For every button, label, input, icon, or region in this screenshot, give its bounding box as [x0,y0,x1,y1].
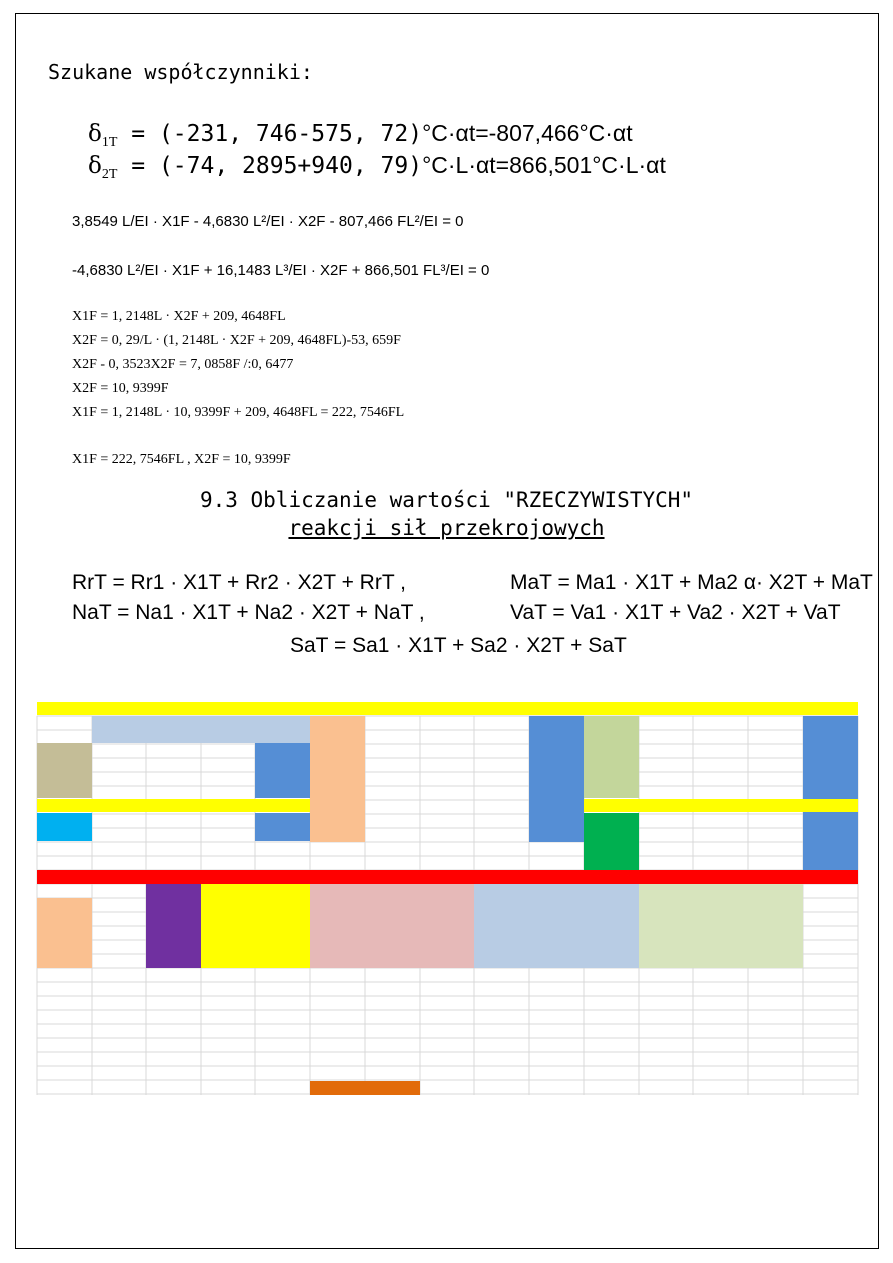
blue-block-2 [803,716,858,870]
formula-sa: SaT = Sa1 · X1T + Sa2 · X2T + SaT [290,634,627,657]
yellow-block [201,884,310,968]
equation-1: 3,8549 L/EI · X1F - 4,6830 L²/EI · X2F - 807,466 FL²/EI = 0 [72,213,464,230]
yellow-band-left [37,799,310,812]
blue-block-1 [529,716,584,842]
pale-green-block [639,884,803,968]
light-blue-block-2 [474,884,639,968]
peach-block-1 [310,716,365,842]
formula-ma: MaT = Ma1 · X1T + Ma2 α· X2T + MaT [510,571,873,594]
section-title-line1: 9.3 Obliczanie wartości "RZECZYWISTYCH" [199,488,694,512]
khaki-block [37,743,92,798]
solution-line-5: X1F = 1, 2148L · 10, 9399F + 209, 4648FL = 222, 7546FL [72,405,405,420]
blue-block-3 [255,743,310,798]
delta-1t-result: °C·αt=-807,466°C·αt [422,120,633,146]
delta-2t-result: °C·L·αt=866,501°C·L·αt [422,152,666,178]
solution-line-4: X2F = 10, 9399F [72,381,169,396]
heading: Szukane współczynniki: [48,60,313,84]
cyan-block [37,813,92,841]
light-blue-block [92,716,310,743]
blue-block-4 [255,813,310,841]
formula-rr: RrT = Rr1 · X1T + Rr2 · X2T + RrT , [72,571,406,594]
solution-line-2: X2F = 0, 29/L · (1, 2148L · X2F + 209, 4648FL)-53, 659F [72,333,401,348]
purple-block [146,884,201,968]
formula-va: VaT = Va1 · X1T + Va2 · X2T + VaT [510,601,841,624]
green-light-block [584,716,639,798]
pink-block [310,884,474,968]
green-block [584,813,639,870]
yellow-band-right [584,799,858,812]
section-title-line2: reakcji sił przekrojowych [288,516,605,540]
delta-1t-line: $\delta_{1T} = (-231$, 746-575, 72)°C·αt=-807,466°C·αt [88,120,633,150]
peach-block-2 [37,898,92,968]
red-band [37,870,858,884]
solution-line-3: X2F - 0, 3523X2F = 7, 0858F /:0, 6477 [72,357,294,372]
yellow-band-top [37,702,858,715]
equation-2: -4,6830 L²/EI · X1F + 16,1483 L³/EI · X2F + 866,501 FL³/EI = 0 [72,262,490,279]
delta-2t-line: $\delta_{2T} = (-74$, 2895+940, 79)°C·L·αt=866,501°C·L·αt [88,152,666,182]
orange-block [310,1081,420,1095]
solution-line-1: X1F = 1, 2148L · X2F + 209, 4648FL [72,309,286,324]
formula-na: NaT = Na1 · X1T + Na2 · X2T + NaT , [72,601,425,624]
final-result: X1F = 222, 7546FL , X2F = 10, 9399F [72,452,291,467]
